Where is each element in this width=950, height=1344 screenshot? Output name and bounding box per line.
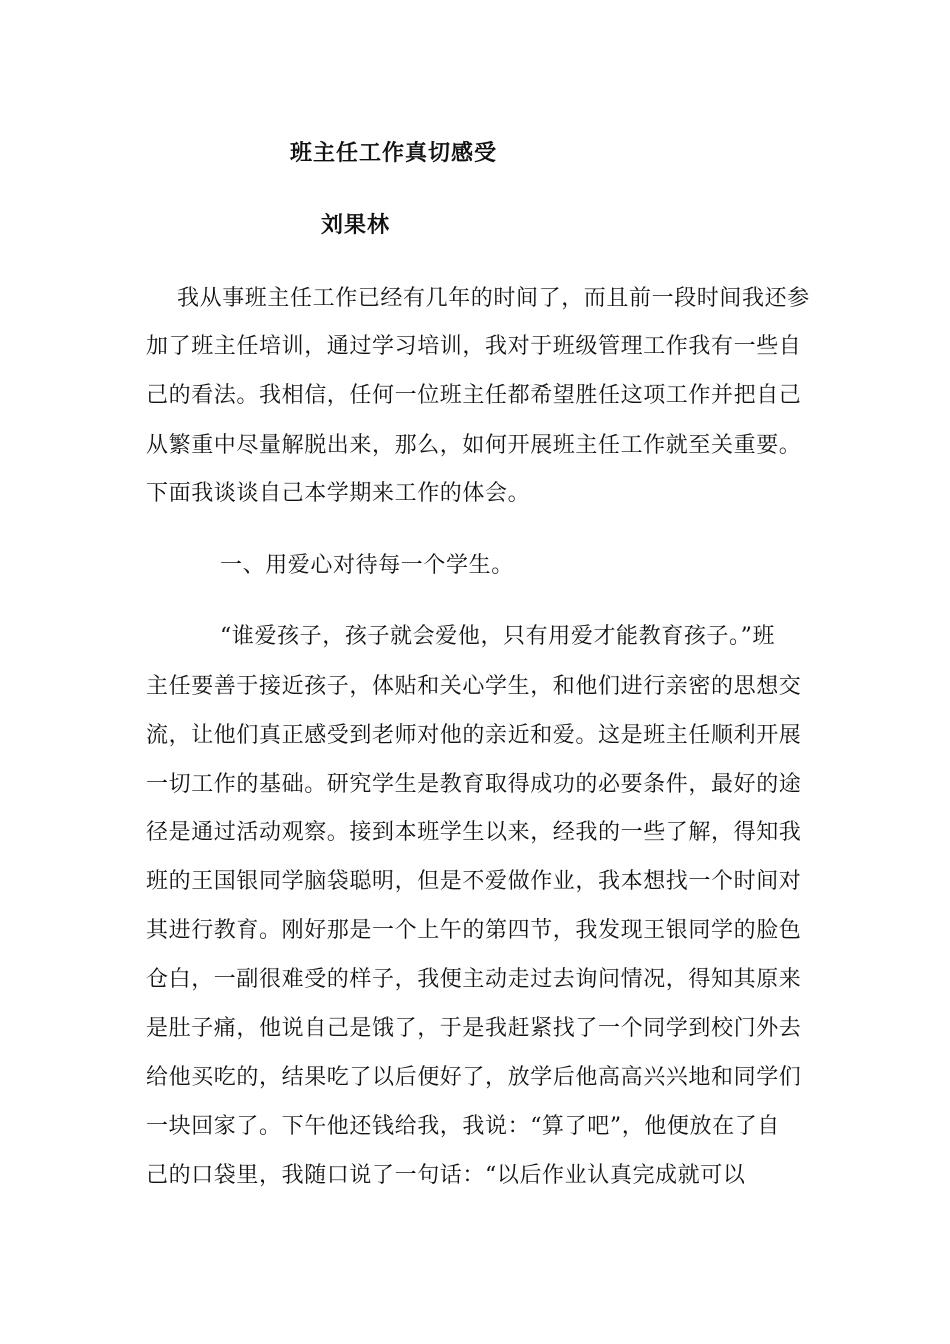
body-line: 我从事班主任工作已经有几年的时间了，而且前一段时间我还参 [177,286,810,311]
body-line: 从繁重中尽量解脱出来，那么，如何开展班主任工作就至关重要。 [146,433,802,458]
body-line: 一块回家了。下午他还钱给我，我说：“算了吧”，他便放在了自 [146,1114,780,1139]
body-line: “谁爱孩子，孩子就会爱他，只有用爱才能教育孩子。”班 [220,624,776,649]
body-line: 是肚子痛，他说自己是饿了，于是我赶紧找了一个同学到校门外去 [146,1016,802,1041]
body-line: 主任要善于接近孩子，体贴和关心学生，和他们进行亲密的思想交 [146,674,802,699]
body-line: 径是通过活动观察。接到本班学生以来，经我的一些了解，得知我 [146,820,802,845]
body-line: 流，让他们真正感受到老师对他的亲近和爱。这是班主任顺利开展 [146,723,802,748]
body-line: 仓白，一副很难受的样子，我便主动走过去询问情况，得知其原来 [146,967,802,992]
body-line: 加了班主任培训，通过学习培训，我对于班级管理工作我有一些自 [146,334,802,359]
body-line: 己的看法。我相信，任何一位班主任都希望胜任这项工作并把自己 [146,383,802,408]
body-line: 给他买吃的，结果吃了以后便好了，放学后他高高兴兴地和同学们 [146,1065,802,1090]
section-heading: 一、用爱心对待每一个学生。 [220,553,514,578]
document-author: 刘果林 [321,213,391,238]
body-line: 一切工作的基础。研究学生是教育取得成功的必要条件，最好的途 [146,772,802,797]
body-line: 己的口袋里，我随口说了一句话：“以后作业认真完成就可以 [146,1163,746,1188]
document-title: 班主任工作真切感受 [290,141,498,166]
body-line: 其进行教育。刚好那是一个上午的第四节，我发现王银同学的脸色 [146,918,802,943]
body-line: 班的王国银同学脑袋聪明，但是不爱做作业，我本想找一个时间对 [146,869,802,894]
body-line: 下面我谈谈自己本学期来工作的体会。 [146,481,531,506]
